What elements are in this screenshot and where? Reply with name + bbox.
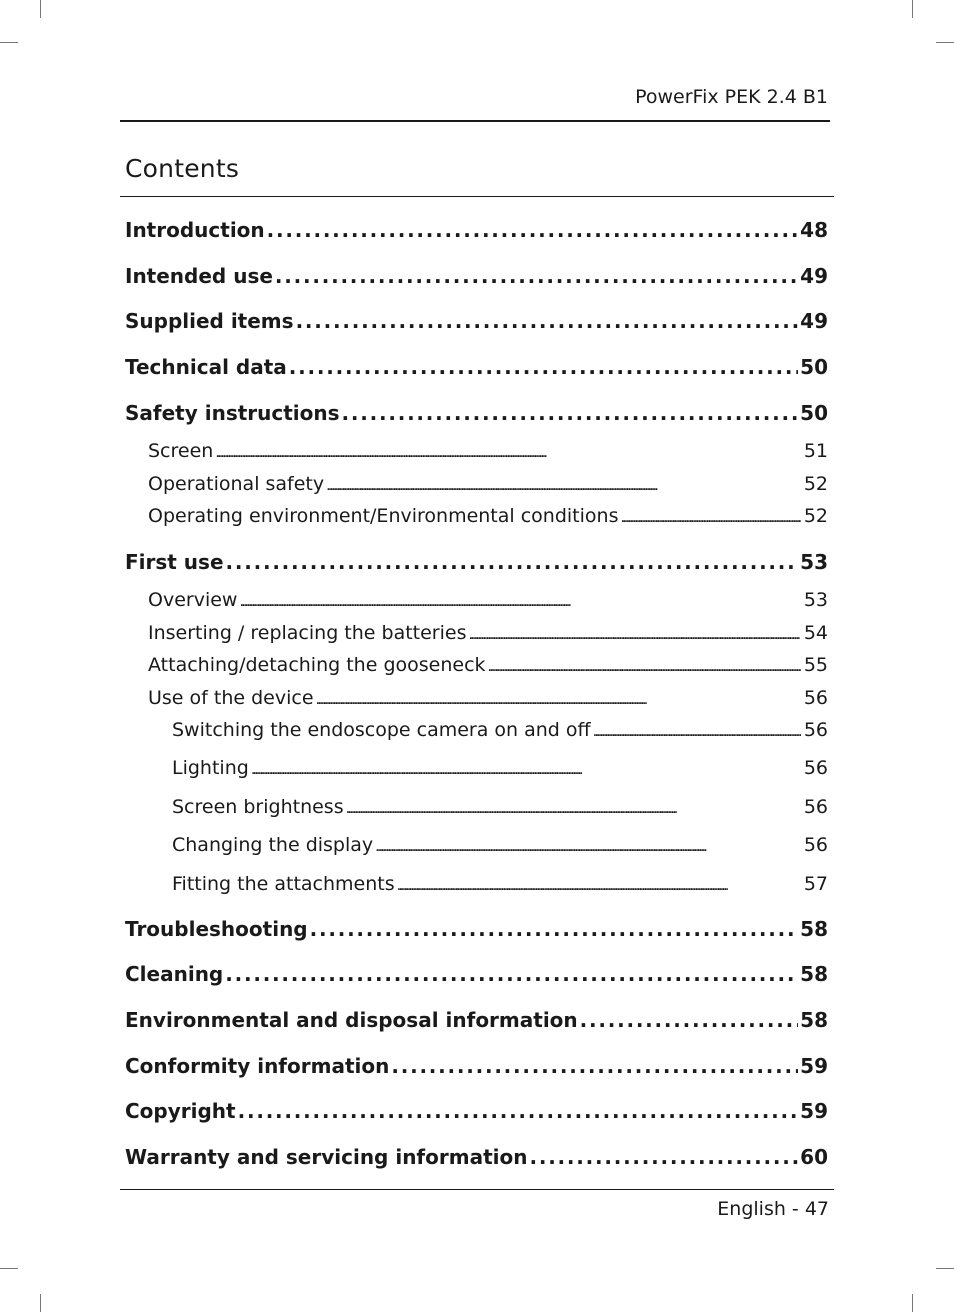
toc-label: Troubleshooting xyxy=(125,917,308,941)
leader-dots xyxy=(620,505,800,527)
leader-dots xyxy=(580,1008,799,1032)
toc-page: 50 xyxy=(800,401,828,425)
toc-entry-operational-safety[interactable] xyxy=(148,473,828,495)
toc-entry-lighting[interactable] xyxy=(172,757,828,779)
toc-entry-technical-data[interactable] xyxy=(125,355,828,379)
toc-entry-overview[interactable] xyxy=(148,589,828,611)
leader-dots xyxy=(267,218,799,242)
toc-page: 59 xyxy=(800,1054,828,1078)
toc-label: Conformity information xyxy=(125,1054,390,1078)
leader-dots xyxy=(238,1099,799,1123)
toc-page: 53 xyxy=(803,589,828,611)
toc-entry-use-of-device[interactable] xyxy=(148,687,828,709)
leader-dots xyxy=(326,473,801,495)
leader-dots xyxy=(488,654,801,676)
leader-dots xyxy=(391,1054,798,1078)
toc-page: 56 xyxy=(803,757,828,779)
toc-entry-supplied-items[interactable] xyxy=(125,309,828,333)
toc-label: Screen brightness xyxy=(172,796,344,818)
toc-label: Introduction xyxy=(125,218,265,242)
toc-page: 58 xyxy=(800,1008,828,1032)
toc-page: 50 xyxy=(800,355,828,379)
toc-label: Inserting / replacing the batteries xyxy=(148,622,467,644)
toc-page: 58 xyxy=(800,917,828,941)
toc-page: 49 xyxy=(800,309,828,333)
toc-entry-cleaning[interactable] xyxy=(125,962,828,986)
toc-entry-safety-instructions[interactable] xyxy=(125,401,828,425)
toc-entry-gooseneck[interactable] xyxy=(148,654,828,676)
toc-entry-changing-display[interactable] xyxy=(172,834,828,856)
toc-page: 52 xyxy=(803,505,828,527)
toc-page: 56 xyxy=(803,719,828,741)
leader-dots xyxy=(226,550,799,574)
toc-label: Copyright xyxy=(125,1099,236,1123)
toc-page: 48 xyxy=(800,218,828,242)
toc-entry-first-use[interactable] xyxy=(125,550,828,574)
leader-dots xyxy=(310,917,799,941)
leader-dots xyxy=(397,873,801,895)
toc-label: Warranty and servicing information xyxy=(125,1145,528,1169)
toc-page: 52 xyxy=(803,473,828,495)
toc-entry-environmental-disposal[interactable] xyxy=(125,1008,828,1032)
leader-dots xyxy=(346,796,801,818)
leader-dots xyxy=(275,264,798,288)
toc-label: Cleaning xyxy=(125,962,224,986)
toc-label: Technical data xyxy=(125,355,287,379)
toc-page: 58 xyxy=(800,962,828,986)
toc-page: 55 xyxy=(803,654,828,676)
leader-dots xyxy=(251,757,801,779)
leader-dots xyxy=(375,834,801,856)
toc-label: Safety instructions xyxy=(125,401,340,425)
toc-page: 49 xyxy=(800,264,828,288)
toc-label: Overview xyxy=(148,589,238,611)
toc-entry-conformity[interactable] xyxy=(125,1054,828,1078)
toc-label: Supplied items xyxy=(125,309,294,333)
toc-label: Changing the display xyxy=(172,834,374,856)
leader-dots xyxy=(225,962,798,986)
toc-entry-warranty[interactable] xyxy=(125,1145,828,1169)
footer-rule xyxy=(120,1189,834,1190)
leader-dots xyxy=(468,622,800,644)
toc-label: Screen xyxy=(148,440,214,462)
leader-dots xyxy=(316,687,801,709)
toc-label: Attaching/detaching the gooseneck xyxy=(148,654,486,676)
toc-label: Intended use xyxy=(125,264,273,288)
toc-entry-troubleshooting[interactable] xyxy=(125,917,828,941)
toc-page: 56 xyxy=(803,687,828,709)
footer-page-number: English - 47 xyxy=(717,1198,829,1220)
leader-dots xyxy=(593,719,801,741)
leader-dots xyxy=(296,309,799,333)
toc-label: Use of the device xyxy=(148,687,314,709)
toc-label: Environmental and disposal information xyxy=(125,1008,578,1032)
toc-entry-switching-camera[interactable] xyxy=(172,719,828,741)
leader-dots xyxy=(289,355,798,379)
toc-label: Operating environment/Environmental conditions xyxy=(148,505,619,527)
page-title: Contents xyxy=(125,154,240,183)
leader-dots xyxy=(342,401,799,425)
header-product: PowerFix PEK 2.4 B1 xyxy=(635,86,828,108)
toc-entry-screen-brightness[interactable] xyxy=(172,796,828,818)
leader-dots xyxy=(215,440,800,462)
toc-page: 53 xyxy=(800,550,828,574)
toc-entry-fitting-attachments[interactable] xyxy=(172,873,828,895)
toc-entry-screen[interactable] xyxy=(148,440,828,462)
toc-page: 60 xyxy=(800,1145,828,1169)
leader-dots xyxy=(239,589,800,611)
toc-page: 54 xyxy=(803,622,828,644)
toc-label: Lighting xyxy=(172,757,249,779)
toc-entry-batteries[interactable] xyxy=(148,622,828,644)
toc-page: 51 xyxy=(803,440,828,462)
toc-page: 59 xyxy=(800,1099,828,1123)
toc-entry-intended-use[interactable] xyxy=(125,264,828,288)
toc-label: Operational safety xyxy=(148,473,325,495)
toc-entry-copyright[interactable] xyxy=(125,1099,828,1123)
toc-label: Switching the endoscope camera on and off xyxy=(172,719,591,741)
toc-entry-operating-environment[interactable] xyxy=(148,505,828,527)
toc-label: Fitting the attachments xyxy=(172,873,395,895)
toc-page: 56 xyxy=(803,834,828,856)
toc-page: 56 xyxy=(803,796,828,818)
leader-dots xyxy=(529,1145,798,1169)
toc-entry-introduction[interactable] xyxy=(125,218,828,242)
toc-label: First use xyxy=(125,550,224,574)
toc-page: 57 xyxy=(803,873,828,895)
